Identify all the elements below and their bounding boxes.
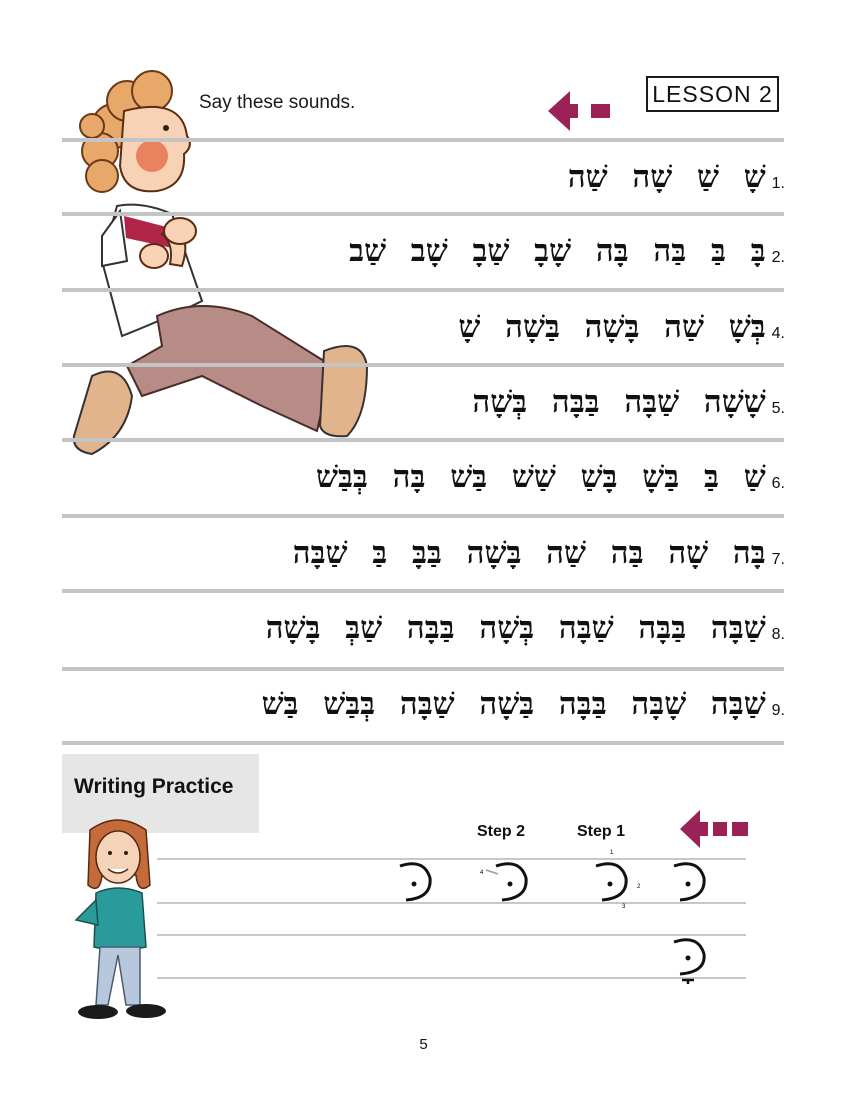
reading-row [266,608,785,648]
row-number: 4. [771,325,785,342]
girl-illustration [68,815,173,1025]
rule-line [62,514,784,518]
letter-bet-qamats [668,934,712,984]
row-number: 9. [771,702,785,719]
row-hebrew-text: שָׁ שַׁ שָׁה שַׁה [567,159,766,195]
writing-line [157,858,746,860]
rule-line [62,138,784,142]
reading-row [568,157,785,197]
reading-row [262,684,785,724]
reading-row [349,231,785,271]
letter-bet-model [668,858,712,904]
stroke-number-4: 4 [480,870,484,876]
row-hebrew-text: שָׁשָׁה שַׁבָּה בַּבָּה בְּשָׁה [472,384,766,420]
reading-row [458,307,785,347]
row-hebrew-text: בָּ בַּ בַּה בָּה שָׁבָ שַׁבָ שָׁב שַׁב [349,233,766,269]
reading-row [293,533,785,573]
row-number: 6. [771,475,785,492]
lesson-label: LESSON 2 [646,76,779,112]
row-number: 7. [771,551,785,568]
boy-illustration [62,66,392,461]
rule-line [62,438,784,442]
letter-bet-step1 [588,848,648,910]
letter-bet-step2 [478,858,538,904]
reading-row [316,457,785,497]
writing-line [157,934,746,936]
rule-line [62,589,784,593]
rule-line [62,363,784,367]
row-number: 5. [771,400,785,417]
reading-row [472,382,785,422]
instruction-text: Say these sounds. [199,92,356,113]
row-hebrew-text: שַׁבָּה שָׁבָּה בַּבָּה בַּשָׁה שַׁבָּה בְּבַּשׁ בַּשׁ [261,686,766,722]
row-hebrew-text: בְּשָׁ שַׁה בָּשָׁה בַּשָׁה שָׁ [458,309,766,345]
rule-line [62,667,784,671]
stroke-number-2: 2 [637,884,641,890]
step1-label: Step 1 [577,823,626,840]
page-number: 5 [419,1036,428,1053]
row-number: 8. [771,626,785,643]
rule-line [62,741,784,745]
writing-line [157,977,746,979]
row-hebrew-text: שַׁבָּה בַּבָּה שַׁבָּה בְּשָׁה בַּבָּה שַׁבְּ בָּשָׁה [265,610,766,646]
step2-label: Step 2 [477,823,526,840]
rule-line [62,212,784,216]
row-number: 2. [771,249,785,266]
rule-line [62,288,784,292]
writing-line [157,902,746,904]
row-number: 1. [771,175,785,192]
row-hebrew-text: שַׁ בַּ בַּשָׁ בָּשַׁ שַׁשׁ בַּשׁ בָּה בְּבַּשׁ [316,459,766,495]
stroke-number-1: 1 [610,850,614,856]
writing-practice-title: Writing Practice [74,775,234,798]
left-arrow-icon [680,810,748,848]
row-hebrew-text: בָּה שָׁה בַּה שַׁה בָּשָׁה בַּבָּ בַּ שַׁבָּה [292,535,766,571]
left-arrow-icon [548,91,610,131]
stroke-number-3: 3 [622,904,626,910]
letter-bet-trace [394,858,438,904]
